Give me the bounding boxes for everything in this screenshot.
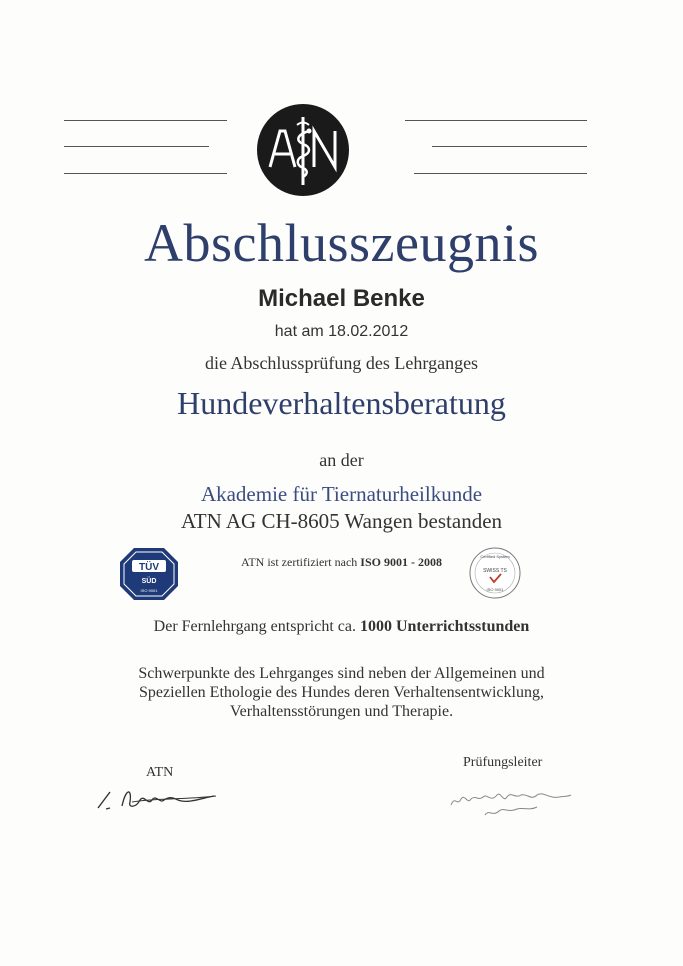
iso-certification-line xyxy=(0,555,683,570)
tuv-iso-text: ISO 9001 xyxy=(140,588,158,593)
left-rule-2 xyxy=(64,146,209,147)
hours-prefix: Der Fernlehrgang entspricht ca. xyxy=(153,618,356,635)
right-rule-1 xyxy=(405,120,587,121)
swiss-bottom-text: ISO 9001 xyxy=(486,587,504,592)
left-signature-icon xyxy=(92,778,222,818)
left-rule-3 xyxy=(64,173,227,174)
academy-address-line: ATN AG CH-8605 Wangen bestanden xyxy=(180,509,503,533)
right-signature-label: Prüfungsleiter xyxy=(463,755,543,770)
focus-line: Schwerpunkte des Lehrganges sind neben der Allgemeinen und xyxy=(138,665,545,682)
exam-description-line: die Abschlussprüfung des Lehrganges xyxy=(204,353,479,373)
exam-date-line: hat am 18.02.2012 xyxy=(274,323,409,340)
hours-line xyxy=(0,618,683,636)
focus-paragraph xyxy=(0,664,683,721)
iso-standard: ISO 9001 - 2008 xyxy=(360,555,442,569)
left-rule-1 xyxy=(64,120,227,121)
course-name: Hundeverhaltensberatung xyxy=(177,385,506,421)
right-rule-3 xyxy=(414,173,587,174)
iso-prefix: ATN ist zertifiziert nach xyxy=(241,555,358,569)
an-der-text: an der xyxy=(319,450,364,470)
right-signature-icon xyxy=(445,783,575,823)
right-rule-2 xyxy=(432,146,587,147)
left-signature-label: ATN xyxy=(146,765,174,780)
focus-line: Verhaltensstörungen und Therapie. xyxy=(229,703,454,720)
tuv-text: TÜV xyxy=(139,562,159,573)
swiss-ts-seal-icon xyxy=(464,545,526,601)
certificate-title: Abschlusszeugnis xyxy=(144,213,539,273)
sud-text: SÜD xyxy=(141,578,157,585)
swiss-top-text: Certified System xyxy=(480,554,510,559)
atn-caduceus-logo-icon xyxy=(256,103,350,197)
swiss-center-text: SWISS TS xyxy=(483,568,507,574)
academy-name: Akademie für Tiernaturheilkunde xyxy=(200,482,483,506)
hours-value: 1000 Unterrichtsstunden xyxy=(359,618,530,635)
recipient-name: Michael Benke xyxy=(258,285,425,312)
focus-line: Speziellen Ethologie des Hundes deren Verhaltensentwicklung, xyxy=(139,684,544,701)
